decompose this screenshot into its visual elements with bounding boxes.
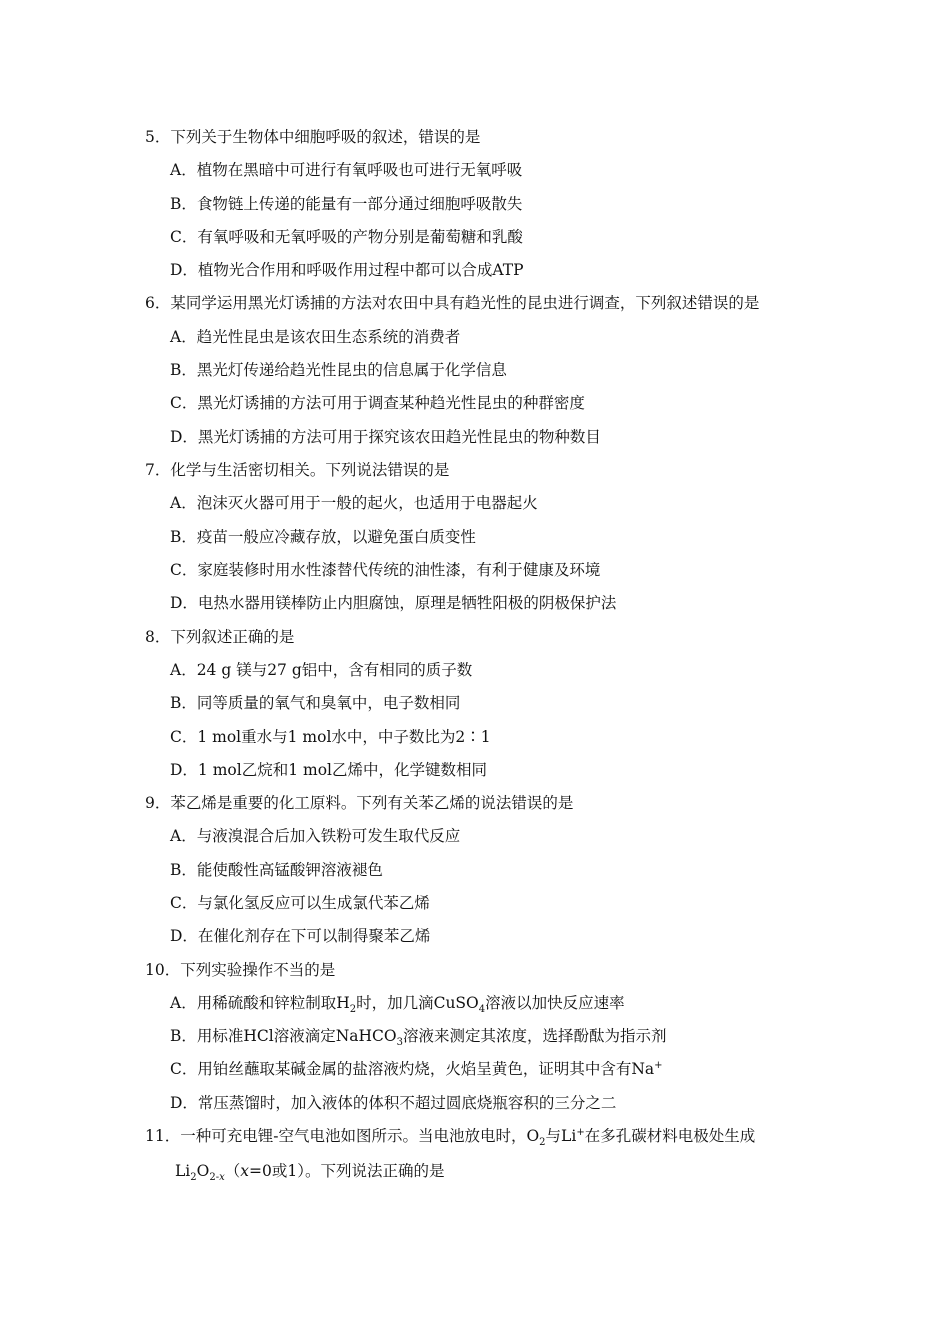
- question-9-option-b: B．能使酸性高锰酸钾溶液褪色: [170, 861, 383, 879]
- question-7-option-d: D．电热水器用镁棒防止内胆腐蚀，原理是牺牲阳极的阴极保护法: [170, 594, 617, 612]
- question-5-option-d: D．植物光合作用和呼吸作用过程中都可以合成ATP: [170, 261, 524, 279]
- question-9-option-c: C．与氯化氢反应可以生成氯代苯乙烯: [170, 894, 430, 912]
- question-11-stem-line-2: $Li_2O_{2-x}(x=0$或1）。下列说法正确的是: [175, 1162, 445, 1184]
- question-9-option-d: D．在催化剂存在下可以制得聚苯乙烯: [170, 927, 431, 945]
- question-10-option-c: C．用铂丝蘸取某碱金属的盐溶液灼烧，火焰呈黄色，证明其中含有Na+: [170, 1059, 663, 1078]
- question-8-option-b: B．同等质量的氧气和臭氧中，电子数相同: [170, 694, 461, 712]
- question-11-stem-line-1: 11．一种可充电锂-空气电池如图所示。当电池放电时，$O_2$与Li+在多孔碳材料电极处生成: [145, 1126, 756, 1149]
- question-5-stem: 5．下列关于生物体中细胞呼吸的叙述，错误的是: [145, 128, 481, 146]
- question-5-option-a: A．植物在黑暗中可进行有氧呼吸也可进行无氧呼吸: [170, 161, 523, 179]
- question-10-option-a: A．用稀硫酸和锌粒制取$H_2$时，加几滴CuSO$_4$溶液以加快反应速率: [170, 994, 625, 1016]
- question-8-option-a: A．24 g 镁与27 g铝中，含有相同的质子数: [170, 661, 473, 679]
- question-5-option-c: C．有氧呼吸和无氧呼吸的产物分别是葡萄糖和乳酸: [170, 228, 523, 246]
- question-8-option-d: D．1 mol乙烷和1 mol乙烯中，化学键数相同: [170, 761, 487, 779]
- question-5-option-b: B．食物链上传递的能量有一部分通过细胞呼吸散失: [170, 195, 523, 213]
- question-6-option-d: D．黑光灯诱捕的方法可用于探究该农田趋光性昆虫的物种数目: [170, 428, 601, 446]
- question-9-option-a: A．与液溴混合后加入铁粉可发生取代反应: [170, 827, 461, 845]
- question-6-option-b: B．黑光灯传递给趋光性昆虫的信息属于化学信息: [170, 361, 507, 379]
- question-7-option-c: C．家庭装修时用水性漆替代传统的油性漆，有利于健康及环境: [170, 561, 601, 579]
- question-6-option-c: C．黑光灯诱捕的方法可用于调查某种趋光性昆虫的种群密度: [170, 394, 585, 412]
- question-7-stem: 7．化学与生活密切相关。下列说法错误的是: [145, 461, 450, 479]
- question-6-stem: 6．某同学运用黑光灯诱捕的方法对农田中具有趋光性的昆虫进行调查，下列叙述错误的是: [145, 294, 760, 312]
- question-7-option-b: B．疫苗一般应冷藏存放，以避免蛋白质变性: [170, 528, 476, 546]
- question-10-stem: 10．下列实验操作不当的是: [145, 961, 336, 979]
- question-7-option-a: A．泡沫灭火器可用于一般的起火，也适用于电器起火: [170, 494, 538, 512]
- question-10-option-b: B．用标准HCl溶液滴定NaHCO$_3$溶液来测定其浓度，选择酚酞为指示剂: [170, 1027, 667, 1049]
- question-8-option-c: C．1 mol重水与1 mol水中，中子数比为2∶1: [170, 728, 491, 746]
- question-6-option-a: A．趋光性昆虫是该农田生态系统的消费者: [170, 328, 461, 346]
- question-9-stem: 9．苯乙烯是重要的化工原料。下列有关苯乙烯的说法错误的是: [145, 794, 574, 812]
- question-8-stem: 8．下列叙述正确的是: [145, 628, 295, 646]
- question-10-option-d: D．常压蒸馏时，加入液体的体积不超过圆底烧瓶容积的三分之二: [170, 1094, 617, 1112]
